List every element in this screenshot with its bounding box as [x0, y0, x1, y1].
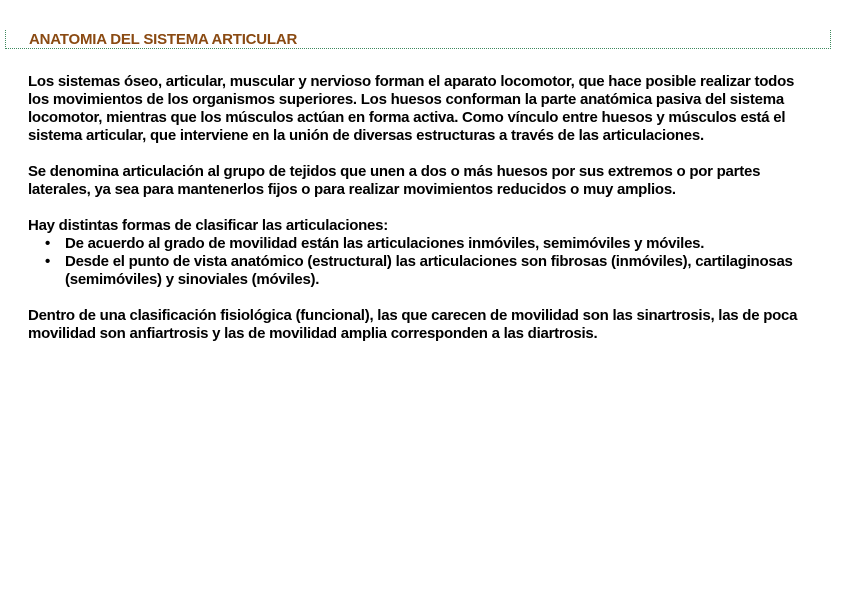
- classification-list: [28, 235, 818, 289]
- bullet-icon: •: [45, 235, 51, 252]
- paragraph-functional: Dentro de una clasificación fisiológica (funcional), las que carecen de movilidad son las sinartrosis, las de poca movilidad son anfiartrosis y las de movilidad amplia corresponden a las diartrosis.: [28, 307, 798, 342]
- list-item: [28, 235, 818, 253]
- list-item-text: De acuerdo al grado de movilidad están las articulaciones inmóviles, semimóviles y móviles.: [65, 235, 705, 252]
- page-title: ANATOMIA DEL SISTEMA ARTICULAR: [29, 31, 298, 48]
- list-item: [28, 253, 818, 289]
- list-intro: Hay distintas formas de clasificar las articulaciones:: [28, 217, 388, 234]
- paragraph-locomotor: Los sistemas óseo, articular, muscular y nervioso forman el aparato locomotor, que hace posible realizar todos los movimientos de los organismos superiores. Los huesos conforman la parte anatómica pasiva del sistema locomotor, mientras que los músculos actúan en forma activa. Como vínculo entre huesos y músculos está el sistema articular, que interviene en la unión de diversas estructuras a través de las articulaciones.: [28, 73, 795, 144]
- body-content: [28, 73, 818, 361]
- paragraph-definition: Se denomina articulación al grupo de tejidos que unen a dos o más huesos por sus extremos o por partes laterales, ya sea para mantenerlos fijos o para realizar movimientos reducidos o muy amplios.: [28, 163, 761, 198]
- list-item-text: Desde el punto de vista anatómico (estructural) las articulaciones son fibrosas (inmóviles), cartilaginosas (semimóviles) y sinoviales (móviles).: [65, 253, 793, 288]
- bullet-icon: •: [45, 253, 51, 270]
